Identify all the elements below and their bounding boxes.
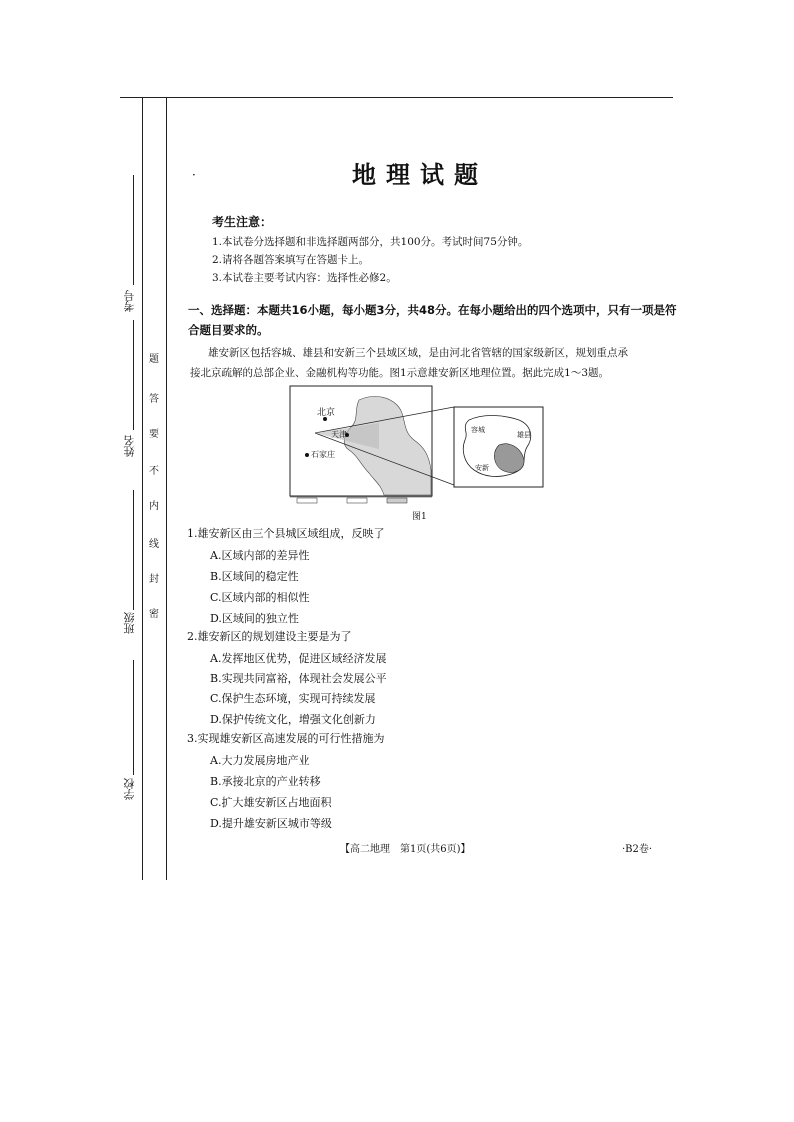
page-title: 地理试题: [352, 161, 488, 189]
sidebar-school-line: [133, 660, 134, 775]
passage-line2: 接北京疏解的总部企业、金融机构等功能。图1示意雄安新区地理位置。据此完成1～3题。: [190, 367, 610, 379]
seal-char: 封: [149, 574, 159, 585]
question-stem: 1.雄安新区由三个县城区域组成，反映了: [187, 527, 385, 540]
binding-rule-inner: [166, 97, 167, 880]
binding-rule-outer: [142, 97, 143, 880]
map-graphic: [289, 385, 545, 505]
notice-item: 3.本试卷主要考试内容：选择性必修2。: [212, 272, 397, 284]
seal-char: 线: [149, 539, 159, 550]
map-inset-label: 安新: [475, 464, 489, 472]
sidebar-name-line: [133, 320, 134, 430]
top-rule: [120, 97, 673, 98]
notice-heading: 考生注意：: [212, 215, 273, 229]
dot-mark: ·: [192, 168, 196, 182]
question-stem: 3.实现雄安新区高速发展的可行性措施为: [187, 732, 385, 745]
footer-version: ·B2卷·: [622, 844, 653, 855]
question-option[interactable]: B.承接北京的产业转移: [210, 775, 321, 788]
sidebar-school-label: 学校: [123, 778, 136, 800]
notice-item: 2.请将各题答案填写在答题卡上。: [212, 254, 370, 266]
seal-char: 不: [149, 466, 159, 477]
figure-map: [289, 385, 545, 505]
map-label-tianjin: 天津: [331, 430, 347, 439]
section-heading-line2: 合题目要求的。: [188, 323, 269, 337]
sidebar-exam-no-label: 考号: [123, 290, 136, 312]
sidebar-class-label: 班级: [123, 612, 136, 634]
sidebar-class-line: [133, 490, 134, 610]
question-option[interactable]: C.保护生态环境，实现可持续发展: [210, 692, 376, 705]
section-heading-line1: 一、选择题：本题共16小题，每小题3分，共48分。在每小题给出的四个选项中，只有一项是符: [188, 303, 677, 317]
notice-item: 1.本试卷分选择题和非选择题两部分，共100分。考试时间75分钟。: [212, 236, 529, 248]
question-option[interactable]: A.发挥地区优势，促进区域经济发展: [210, 652, 387, 665]
question-option[interactable]: A.区域内部的差异性: [210, 549, 310, 562]
seal-char: 内: [149, 501, 159, 512]
question-stem: 2.雄安新区的规划建设主要是为了: [187, 630, 352, 643]
question-option[interactable]: A.大力发展房地产业: [210, 754, 310, 767]
question-option[interactable]: B.区域间的稳定性: [210, 570, 299, 583]
question-option[interactable]: D.保护传统文化，增强文化创新力: [210, 713, 376, 726]
map-label-shijiazhuang: 石家庄: [311, 450, 335, 459]
footer-page-info: 【高二地理 第1页(共6页)】: [340, 844, 471, 855]
sidebar-exam-no-line: [133, 175, 134, 285]
question-option[interactable]: C.扩大雄安新区占地面积: [210, 796, 332, 809]
map-label-beijing: 北京: [317, 408, 336, 418]
sidebar-name-label: 姓名: [123, 435, 136, 457]
seal-char: 密: [149, 609, 159, 620]
seal-char: 要: [149, 429, 159, 440]
question-option[interactable]: C.区域内部的相似性: [210, 591, 310, 604]
seal-char: 答: [149, 394, 159, 405]
question-option[interactable]: D.提升雄安新区城市等级: [210, 817, 332, 830]
question-option[interactable]: D.区域间的独立性: [210, 612, 299, 625]
figure-caption: 图1: [412, 512, 427, 522]
passage-line1: 雄安新区包括容城、雄县和安新三个县域区域，是由河北省管辖的国家级新区，规划重点承: [208, 347, 628, 359]
question-option[interactable]: B.实现共同富裕，体现社会发展公平: [210, 672, 387, 685]
map-inset-label: 雄县: [517, 431, 531, 439]
map-inset-label: 容城: [471, 426, 485, 434]
seal-char: 题: [149, 354, 159, 365]
